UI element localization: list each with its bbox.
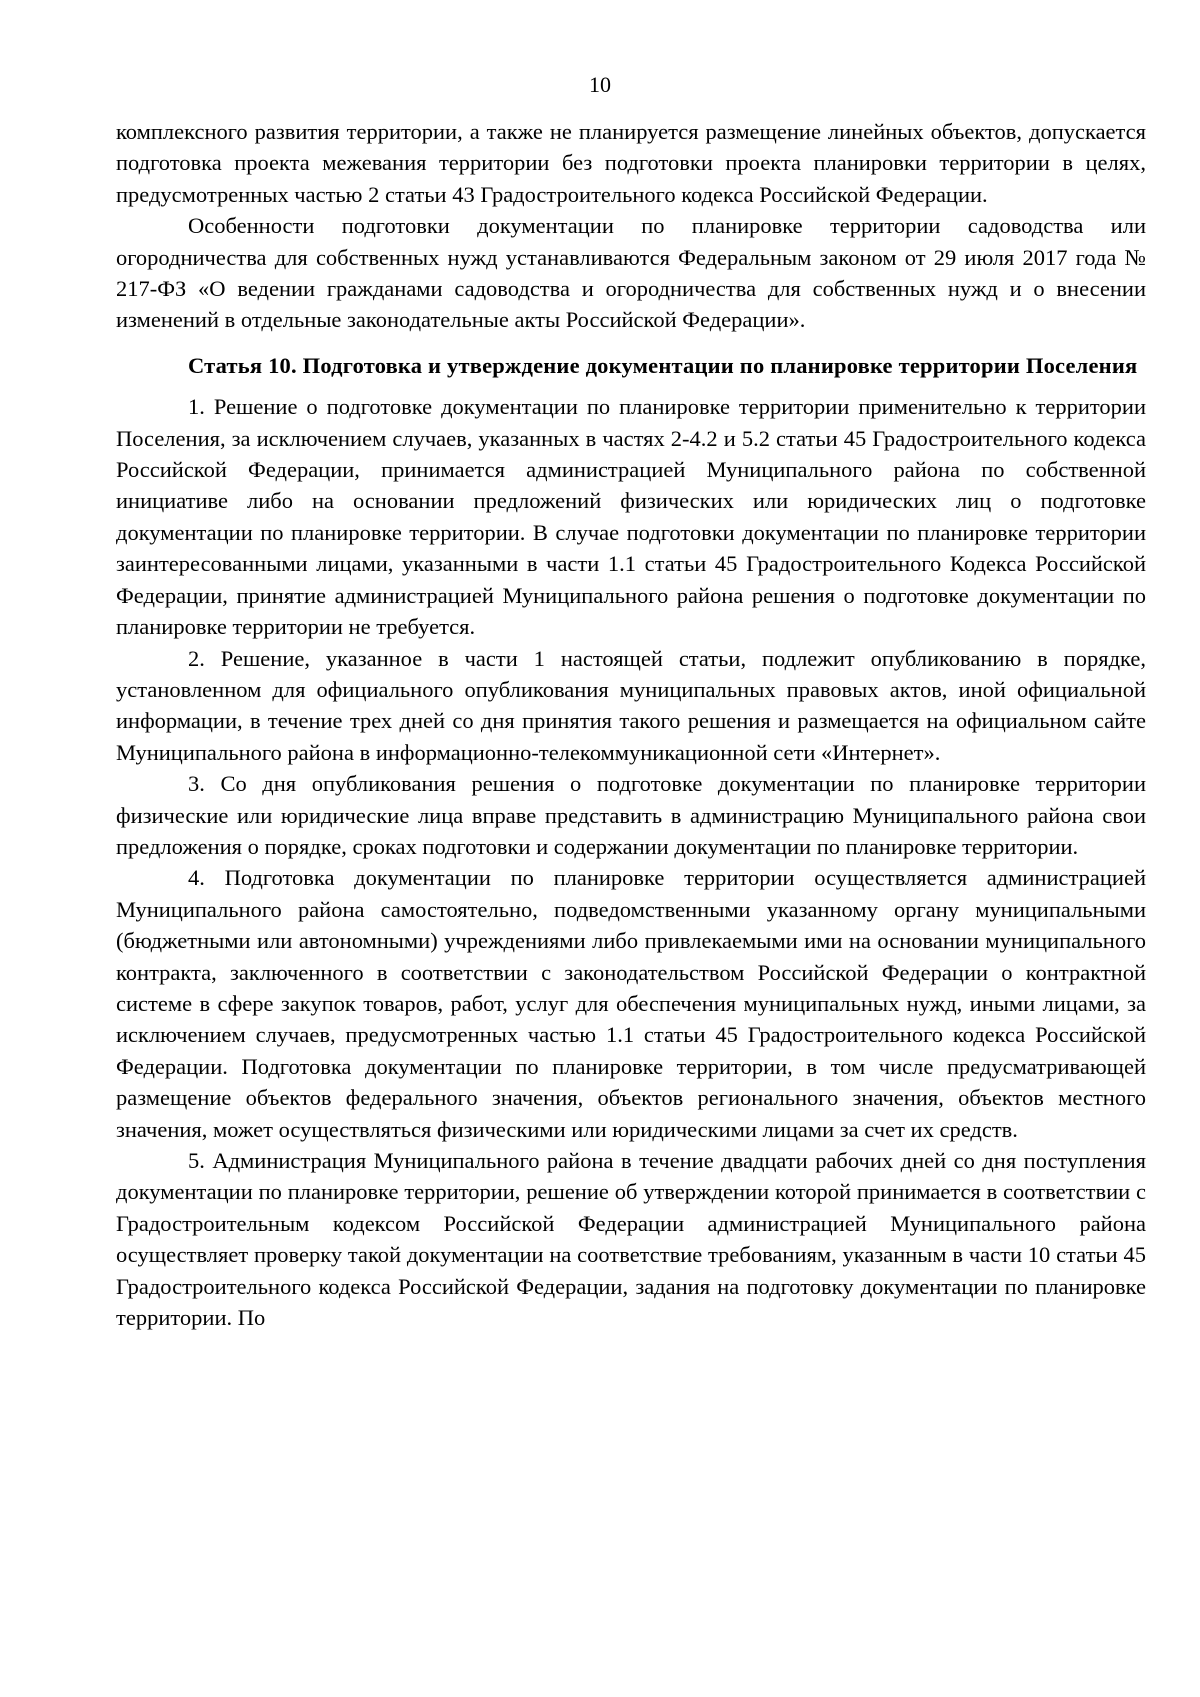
paragraph-item-5: 5. Администрация Муниципального района в течение двадцати рабочих дней со дня поступления документации по планировке территории, решение об утверждении которой принимается в соответствии с Градостроительным кодексом Российской Федерации администрацией Муниципального района осуществляет проверку такой документации на соответствие требованиям, указанным в части 10 статьи 45 Градостроительного кодекса Российской Федерации, задания на подготовку документации по планировке территории. По (116, 1148, 1146, 1331)
paragraph-continuation: комплексного развития территории, а также не планируется размещение линейных объектов, допускается подготовка проекта межевания территории без подготовки проекта планировки территории в целях, предусмотренных частью 2 статьи 43 Градостроительного кодекса Российской Федерации. (116, 119, 1146, 207)
document-body (116, 116, 1146, 1333)
paragraph-item-4: 4. Подготовка документации по планировке территории осуществляется администрацией Муниципального района самостоятельно, подведомственными указанному органу муниципальными (бюджетными или автономными) учреждениями либо привлекаемыми ими на основании муниципального контракта, заключенного в соответствии с законодательством Российской Федерации о контрактной системе в сфере закупок товаров, работ, услуг для обеспечения муниципальных нужд, иными лицами, за исключением случаев, предусмотренных частью 1.1 статьи 45 Градостроительного кодекса Российской Федерации. Подготовка документации по планировке территории, в том числе предусматривающей размещение объектов федерального значения, объектов регионального значения, объектов местного значения, может осуществляться физическими или юридическими лицами за счет их средств. (116, 865, 1146, 1142)
paragraph-item-1: 1. Решение о подготовке документации по планировке территории применительно к территории Поселения, за исключением случаев, указанных в частях 2-4.2 и 5.2 статьи 45 Градостроительного кодекса Российской Федерации, принимается администрацией Муниципального района по собственной инициативе либо на основании предложений физических или юридических лиц о подготовке документации по планировке территории. В случае подготовки документации по планировке территории заинтересованными лицами, указанными в части 1.1 статьи 45 Градостроительного Кодекса Российской Федерации, принятие администрацией Муниципального района решения о подготовке документации по планировке территории не требуется. (116, 394, 1146, 640)
paragraph-item-2: 2. Решение, указанное в части 1 настоящей статьи, подлежит опубликованию в порядке, установленном для официального опубликования муниципальных правовых актов, иной официальной информации, в течение трех дней со дня принятия такого решения и размещается на официальном сайте Муниципального района в информационно-телекоммуникационной сети «Интернет». (116, 645, 1146, 765)
page-number: 10 (589, 72, 611, 97)
paragraph-item-3: 3. Со дня опубликования решения о подготовке документации по планировке территории физические или юридические лица вправе представить в администрацию Муниципального района свои предложения о порядке, сроках подготовки и содержании документации по планировке территории. (116, 771, 1146, 859)
paragraph-gardening-features: Особенности подготовки документации по планировке территории садоводства или огородничества для собственных нужд устанавливаются Федеральным законом от 29 июля 2017 года № 217-ФЗ «О ведении гражданами садоводства и огородничества для собственных нужд и о внесении изменений в отдельные законодательные акты Российской Федерации». (116, 213, 1146, 333)
article-10-heading: Статья 10. Подготовка и утверждение документации по планировке территории Поселения (188, 352, 1138, 378)
